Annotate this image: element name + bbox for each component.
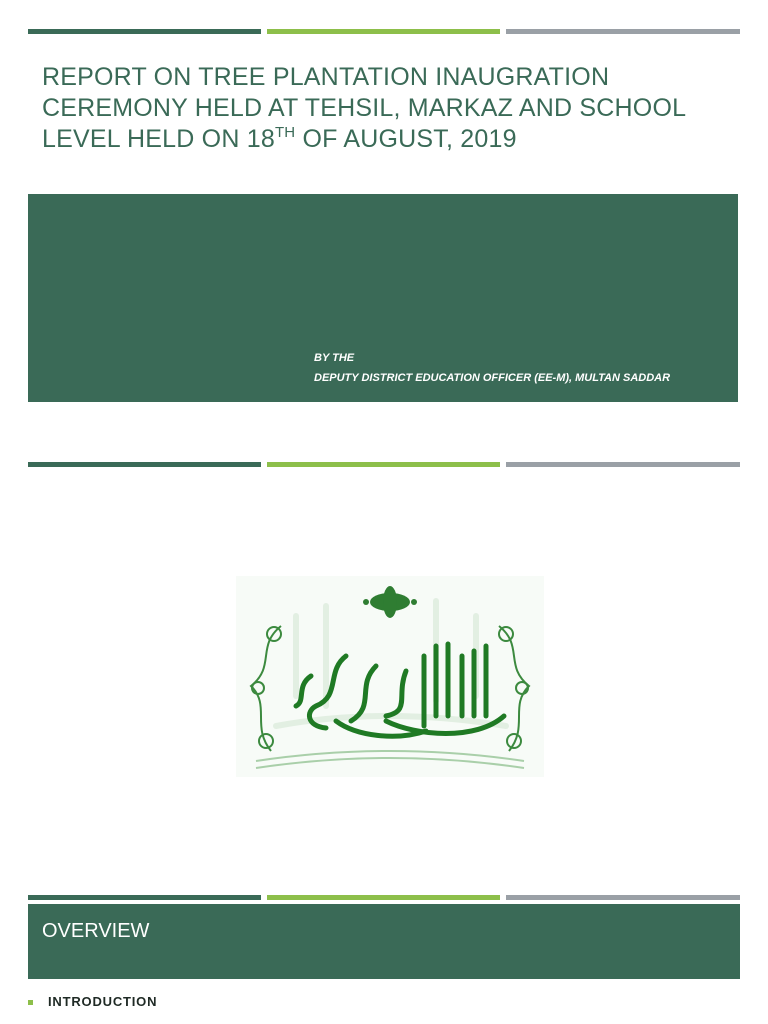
divider-bar-gray [506, 462, 740, 467]
divider-bar-gray [506, 895, 740, 900]
slide-title-main: REPORT ON TREE PLANTATION INAUGRATION CEREMONY HELD AT TEHSIL, MARKAZ AND SCHOOL LEVEL HELD ON 18 [42, 63, 686, 153]
byline-line-2: DEPUTY DISTRICT EDUCATION OFFICER (EE-M), MULTAN SADDAR [314, 372, 671, 384]
divider-bar-dark-green [28, 29, 261, 34]
divider-bar-light-green [267, 462, 500, 467]
square-bullet-icon [28, 1000, 33, 1005]
list-item-label: INTRODUCTION [48, 994, 158, 1009]
slide-title-superscript: TH [274, 124, 296, 141]
overview-title: OVERVIEW [42, 920, 150, 942]
slide-title-end: OF AUGUST, 2019 [295, 125, 517, 153]
subtitle-panel [28, 194, 738, 402]
divider-bar-dark-green [28, 462, 261, 467]
byline-line-1: BY THE [314, 352, 355, 364]
overview-header-panel [28, 904, 740, 979]
calligraphy-artwork [236, 576, 544, 777]
divider-bar-gray [506, 29, 740, 34]
slide-title [42, 62, 742, 155]
divider-bars [28, 895, 740, 900]
byline [314, 348, 670, 388]
bismillah-calligraphy-image [236, 576, 544, 777]
divider-bars [28, 462, 740, 467]
divider-bar-light-green [267, 895, 500, 900]
divider-bars [28, 29, 740, 34]
divider-bar-light-green [267, 29, 500, 34]
divider-bar-dark-green [28, 895, 261, 900]
